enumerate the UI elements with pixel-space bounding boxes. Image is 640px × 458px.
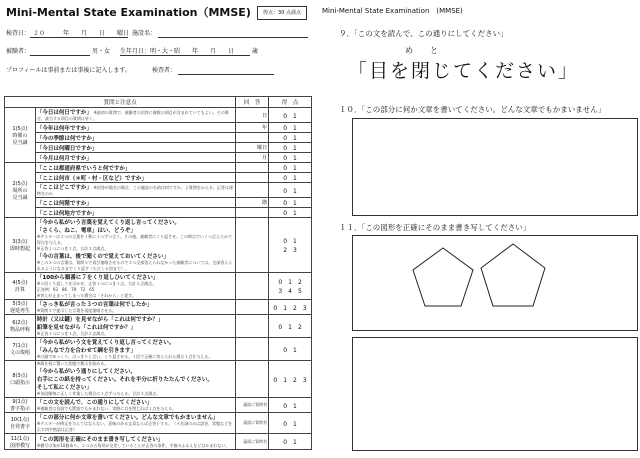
pts-1-1[interactable]: 0 1 [269,108,312,123]
pts-2-4[interactable]: 0 1 [269,198,312,208]
pts-8[interactable]: 0 1 2 3 [269,361,312,398]
pentagon-right [481,244,545,306]
ans-7[interactable] [236,338,269,361]
pts-4-a[interactable]: 0 1 2 [278,279,302,286]
q8-note2: ※各段階毎に正しく作業した場合に１点ずつ与える。合計３点満点。 [36,391,161,396]
pts-9[interactable]: 0 1 [269,398,312,413]
cat-5: 5(3点) 遅延再生 [5,300,36,315]
ans-5[interactable] [236,300,269,315]
figure-area [352,235,638,331]
pts-2-3[interactable]: 0 1 [269,183,312,198]
q11-line: 「この図形を正確にそのまま書き写してください」 [36,436,164,443]
profile-note: プロフィールは事前または事後に記入します。 [6,67,131,74]
pts-1-3[interactable]: 0 1 [269,133,312,143]
copy-area[interactable] [352,337,638,451]
q1-note: ※最初の質問で、被験者の回答に複数の項目が含まれていてもよい。その場合、該当する項目の質問は省く。 [36,110,229,121]
subject-label: 被験者： [6,48,31,55]
ans-2-4[interactable]: 階 [236,198,269,208]
cat-1: 1(5点) 時間の 見当識 [5,108,36,163]
q7-line2: 「みんなで力を合わせて綱を引きます」 [36,348,136,354]
header-points: 得 点 [269,97,312,108]
pts-5[interactable]: 0 1 2 3 [269,300,312,315]
ans-2-3[interactable] [236,183,269,198]
q9-instruction: ９．「この文を読んで、この通りにしてください」 [339,29,508,38]
cat-2: 2(5点) 場所の 見当識 [5,163,36,218]
pts-2-2[interactable]: 0 1 [269,173,312,183]
pts-6[interactable]: 0 1 2 [269,315,312,338]
q7-line1: 「今から私がいう文を覚えてくり返し言ってください。 [36,340,175,346]
cat-6: 6(2点) 物品呼称 [5,315,36,338]
q1-5: 「今月は何月ですか」 [35,153,235,163]
q3-note3: ※この３つの言葉は、質問５で再び復唱させるので３つ全部答えられなかった被験者については、全部答えられるようになるまでくり返す（ただし６回まで）。 [36,260,233,271]
pts-1-2[interactable]: 0 1 [269,123,312,133]
cat-10: 10(1点) 自発書字 [5,413,36,434]
q2-2: 「ここは何市（＊町・村・区など）ですか」 [35,173,235,183]
exam-date-label: 検査日： [6,30,31,37]
score-box: 得点：30 点満点 [257,6,307,20]
pts-4[interactable] [269,273,312,300]
pentagons-figure [353,236,637,330]
ans-4[interactable] [236,273,269,300]
ans-8[interactable] [236,361,269,398]
pts-1-4[interactable]: 0 1 [269,143,312,153]
cat-11: 11(1点) 図形模写 [5,434,36,450]
writing-area[interactable] [352,118,638,216]
page-title: Mini-Mental State Examination（MMSE) [6,6,251,19]
q4-line: 「100から順番に７をくり返しひいてください」 [36,275,159,281]
cat-4: 4(5点) 計算 [5,273,36,300]
q5-note: ※質問３で提示した言葉を再度復唱させる。 [36,308,117,313]
ans-2-2[interactable] [236,173,269,183]
pts-2-5[interactable]: 0 1 [269,208,312,218]
pts-2-1[interactable]: 0 1 [269,163,312,173]
header-question: 質問と注意点 [5,97,236,108]
pts-11[interactable]: 0 1 [269,434,312,450]
pts-10[interactable]: 0 1 [269,413,312,434]
q10-line: 「この部分に何か文章を書いてください。どんな文章でもかまいません」 [36,415,219,421]
sex-select[interactable]: 男・女 [92,48,111,55]
q9-note: ※被験者は音読でも黙読でもかまわない。実際に目を閉じれば１点を与える。 [36,406,177,411]
ans-1-1[interactable]: 日 [236,108,269,123]
dob-label: 生年月日：明・大・昭 年 月 日 歳 [120,48,259,55]
pts-1-5[interactable]: 0 1 [269,153,312,163]
cat-7: 7(1点) 文の復唱 [5,338,36,361]
right-title: Mini-Mental State Examination (MMSE) [322,7,463,15]
q9-line: 「この文を読んで、この通りにしてください」 [36,400,153,406]
q8-note1: ※紙を机に置いた状態で教示を始める。 [36,361,109,366]
q2-1: 「ここは都道府県でいうと何ですか」 [35,163,235,173]
ans-1-4[interactable]: 曜日 [236,143,269,153]
cat-3: 3(3点) 即時想起 [5,218,36,273]
facility-label: 施設名： [132,30,157,37]
q6-line2: 鉛筆を見せながら「これは何ですか？」 [36,325,136,331]
header-answer: 回 答 [236,97,269,108]
cat-8: 8(3点) 口頭指示 [5,361,36,398]
close-eyes-sentence: 「目を閉じてください」 [348,60,580,82]
q1-4: 「今日は何曜日ですか」 [35,143,235,153]
q3-note1: ※テスターは３つの言葉を１秒に１つずつ言う。その後、被験者にくり返させ、この時点でいくつ言えたかで得点を与える。 [36,234,232,245]
q10-note: ※テスターが例文を与えてはならない。意味のある文章ならば正答とする。（＊名詞のみは誤答、状態などを示す四字熟語は正答） [36,421,233,432]
q6-note: ※正答１つにつき１点。合計２点満点。 [36,331,109,336]
exam-date-value: ２０ 年 月 日 曜日 [33,30,130,37]
q11-instruction: １１．「この図形を正確にそのまま書き写してください」 [339,223,531,232]
ans-9: 裏面に質問有 [236,398,269,413]
dob-line [120,55,250,56]
q4-note3: ※答えが止まってしまった場合は「それから」と促す。 [36,293,136,298]
q2-3: 「ここはどこですか」 [36,185,92,191]
ans-10: 裏面に質問有 [236,413,269,434]
q7-note: ※口頭でゆっくり、はっきりと言い、くり返させる。１回で正確に答えられた場合１点を与える。 [36,354,213,359]
q5-line: 「さっき私が言った３つの言葉は何でしたか」 [36,302,153,308]
ans-1-3[interactable] [236,133,269,143]
ans-1-2[interactable]: 年 [236,123,269,133]
q1-1: 「今日は何日ですか」 [36,110,92,116]
facility-field[interactable] [158,37,308,38]
examiner-field[interactable] [178,74,274,75]
pentagon-left [413,248,473,306]
q6-line1: 時計（又は鍵）を見せながら「これは何ですか？」 [36,317,164,323]
q4-note2: 正答例：93 86 79 72 65 [36,287,95,292]
q11-note: ※模写は角が10個あり、２つの五角形が交差していることが正答の条件。手指のふるえなどはかまわない。 [36,442,230,448]
q3-line2: 「さくら、ねこ、電車」はい、どうぞ」 [36,228,136,234]
q2-note: ※回答が地名の場合、この施設の名前は何ですか、と質問をかえる。正答は建物名のみ [36,185,233,196]
q1-3: 「今の季節は何ですか」 [35,133,235,143]
q2-5: 「ここは何地方ですか」 [35,208,235,218]
q3-note2: ※正答１つにつき１点。合計３点満点。 [36,246,109,251]
ans-2-5[interactable] [236,208,269,218]
q8-line2: 右手にこの紙を持ってください。それを半分に折りたたんでください。 [36,377,213,383]
q3-line1: 「今から私がいう言葉を覚えてくり返し言ってください。 [36,220,180,226]
subject-field[interactable] [30,55,90,56]
q10-instruction: １０．「この部分に何か文章を書いてください。どんな文章でもかまいません」 [339,105,606,114]
q1-2: 「今年は何年ですか」 [35,123,235,133]
furigana-me: め [405,46,413,55]
ans-2-1[interactable] [236,163,269,173]
pts-4-b[interactable]: 3 4 5 [278,288,302,295]
pts-3-b[interactable]: 2 3 [283,247,297,254]
cat-9: 9(1点) 書字指示 [5,398,36,413]
pts-3-a[interactable]: 0 1 [283,238,297,245]
pts-7[interactable]: 0 1 [269,338,312,361]
ans-3[interactable] [236,218,269,273]
examiner-label: 検査者： [152,67,177,74]
ans-6[interactable] [236,315,269,338]
ans-1-5[interactable]: 月 [236,153,269,163]
q4-note1: ※５回くり返し７を引かせ、正答１つにつき１点。合計５点満点。 [36,281,157,286]
mmse-table [4,96,312,450]
exam-date-line [30,37,128,38]
furigana-to: と [430,46,438,55]
ans-11: 裏面に質問有 [236,434,269,450]
q2-4: 「ここは何階ですか」 [35,198,235,208]
q8-line1: 「今から私がいう通りにしてください。 [36,369,136,375]
q8-line3: そして私にください」 [36,385,92,391]
q3-line3: 「今の言葉は、後で聞くので覚えておいてください」 [36,254,169,260]
pts-3[interactable] [269,218,312,273]
